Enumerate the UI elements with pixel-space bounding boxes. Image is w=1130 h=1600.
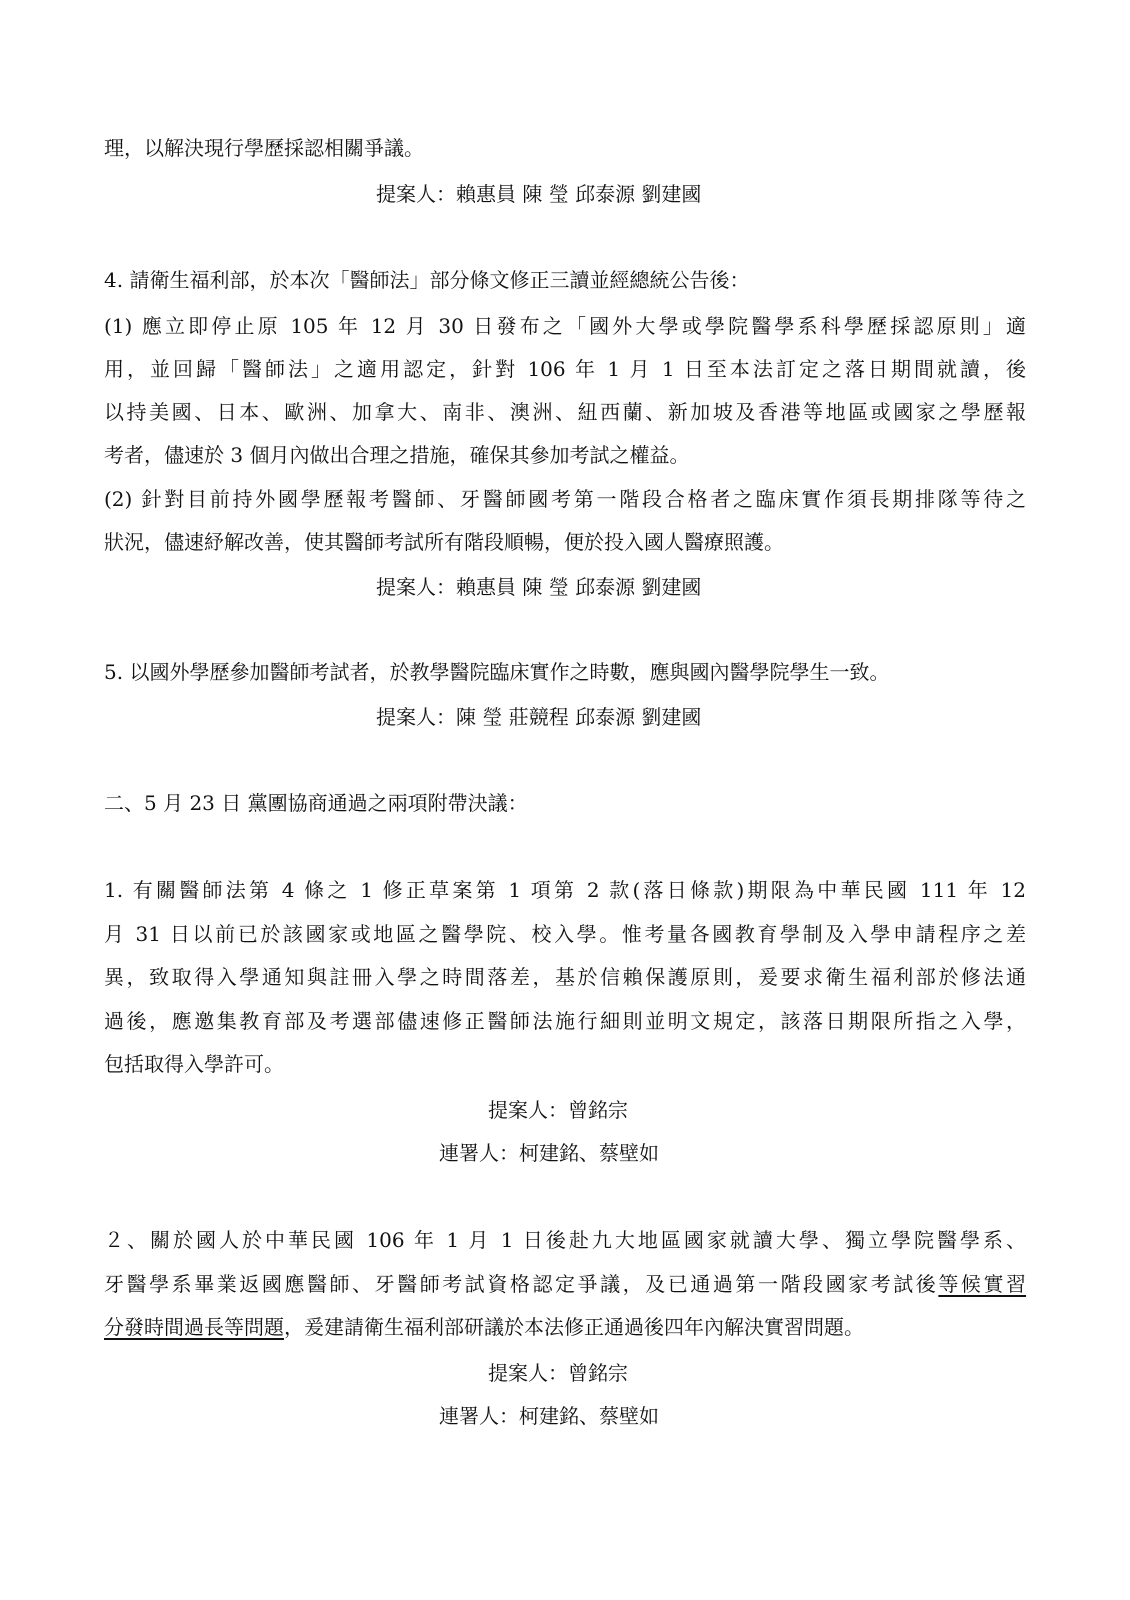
resolution2-line2-underlined: 等候實習 [938,1272,1026,1296]
resolution1-line2: 月 31 日以前已於該國家或地區之醫學院、校入學。惟考量各國教育學制及入學申請程序之差 [104,922,1026,946]
resolution2-cosigners: 連署人：柯建銘、蔡壁如 [439,1404,659,1428]
item4-sub1-line2: 用，並回歸「醫師法」之適用認定，針對 106 年 1 月 1 日至本法訂定之落日期間就讀，後 [104,357,1026,381]
item4-sub1-line4: 考者，儘速於 3 個月內做出合理之措施，確保其參加考試之權益。 [104,443,690,467]
resolution1-cosigners: 連署人：柯建銘、蔡壁如 [439,1141,659,1165]
item4-proposers: 提案人：賴惠員 陳 瑩 邱泰源 劉建國 [376,575,702,599]
resolution2-line3-plain: ，爰建請衛生福利部研議於本法修正通過後四年內解決實習問題。 [284,1315,864,1339]
section-two-heading: 二、5 月 23 日 黨團協商通過之兩項附帶決議： [104,791,528,815]
item5-text: 5. 以國外學歷參加醫師考試者，於教學醫院臨床實作之時數，應與國內醫學院學生一致。 [104,660,890,684]
item4-sub2-line1: (2) 針對目前持外國學歷報考醫師、牙醫師國考第一階段合格者之臨床實作須長期排隊等待之 [104,487,1026,511]
resolution1-line4: 過後，應邀集教育部及考選部儘速修正醫師法施行細則並明文規定，該落日期限所指之入學， [104,1009,1026,1033]
item3-tail-text: 理，以解決現行學歷採認相關爭議。 [104,136,424,160]
item3-proposers: 提案人：賴惠員 陳 瑩 邱泰源 劉建國 [376,182,702,206]
resolution2-line3 [104,1313,1026,1341]
resolution1-proposer: 提案人：曾銘宗 [488,1098,628,1122]
item4-intro: 4. 請衛生福利部，於本次「醫師法」部分條文修正三讀並經總統公告後： [104,268,750,292]
resolution2-line1: ２、關於國人於中華民國 106 年 1 月 1 日後赴九大地區國家就讀大學、獨立學院醫學系、 [104,1228,1026,1252]
item4-sub1-line3: 以持美國、日本、歐洲、加拿大、南非、澳洲、紐西蘭、新加坡及香港等地區或國家之學歷報 [104,400,1026,424]
resolution2-line2-plain: 牙醫學系畢業返國應醫師、牙醫師考試資格認定爭議，及已通過第一階段國家考試後 [104,1272,939,1296]
item5-proposers: 提案人：陳 瑩 莊競程 邱泰源 劉建國 [376,705,702,729]
resolution1-line1: 1. 有關醫師法第 4 條之 1 修正草案第 1 項第 2 款(落日條款)期限為中華民國 111 年 12 [104,878,1026,902]
item4-sub1-line1: (1) 應立即停止原 105 年 12 月 30 日發布之「國外大學或學院醫學系科學歷採認原則」適 [104,314,1026,338]
item4-sub2-line2: 狀況，儘速紓解改善，使其醫師考試所有階段順暢，便於投入國人醫療照護。 [104,530,784,554]
resolution2-line2 [104,1270,1026,1298]
resolution2-proposer: 提案人：曾銘宗 [488,1361,628,1385]
resolution1-line3: 異，致取得入學通知與註冊入學之時間落差，基於信賴保護原則，爰要求衛生福利部於修法通 [104,965,1026,989]
resolution2-line3-underlined: 分發時間過長等問題 [104,1315,284,1339]
resolution1-line5: 包括取得入學許可。 [104,1052,284,1076]
